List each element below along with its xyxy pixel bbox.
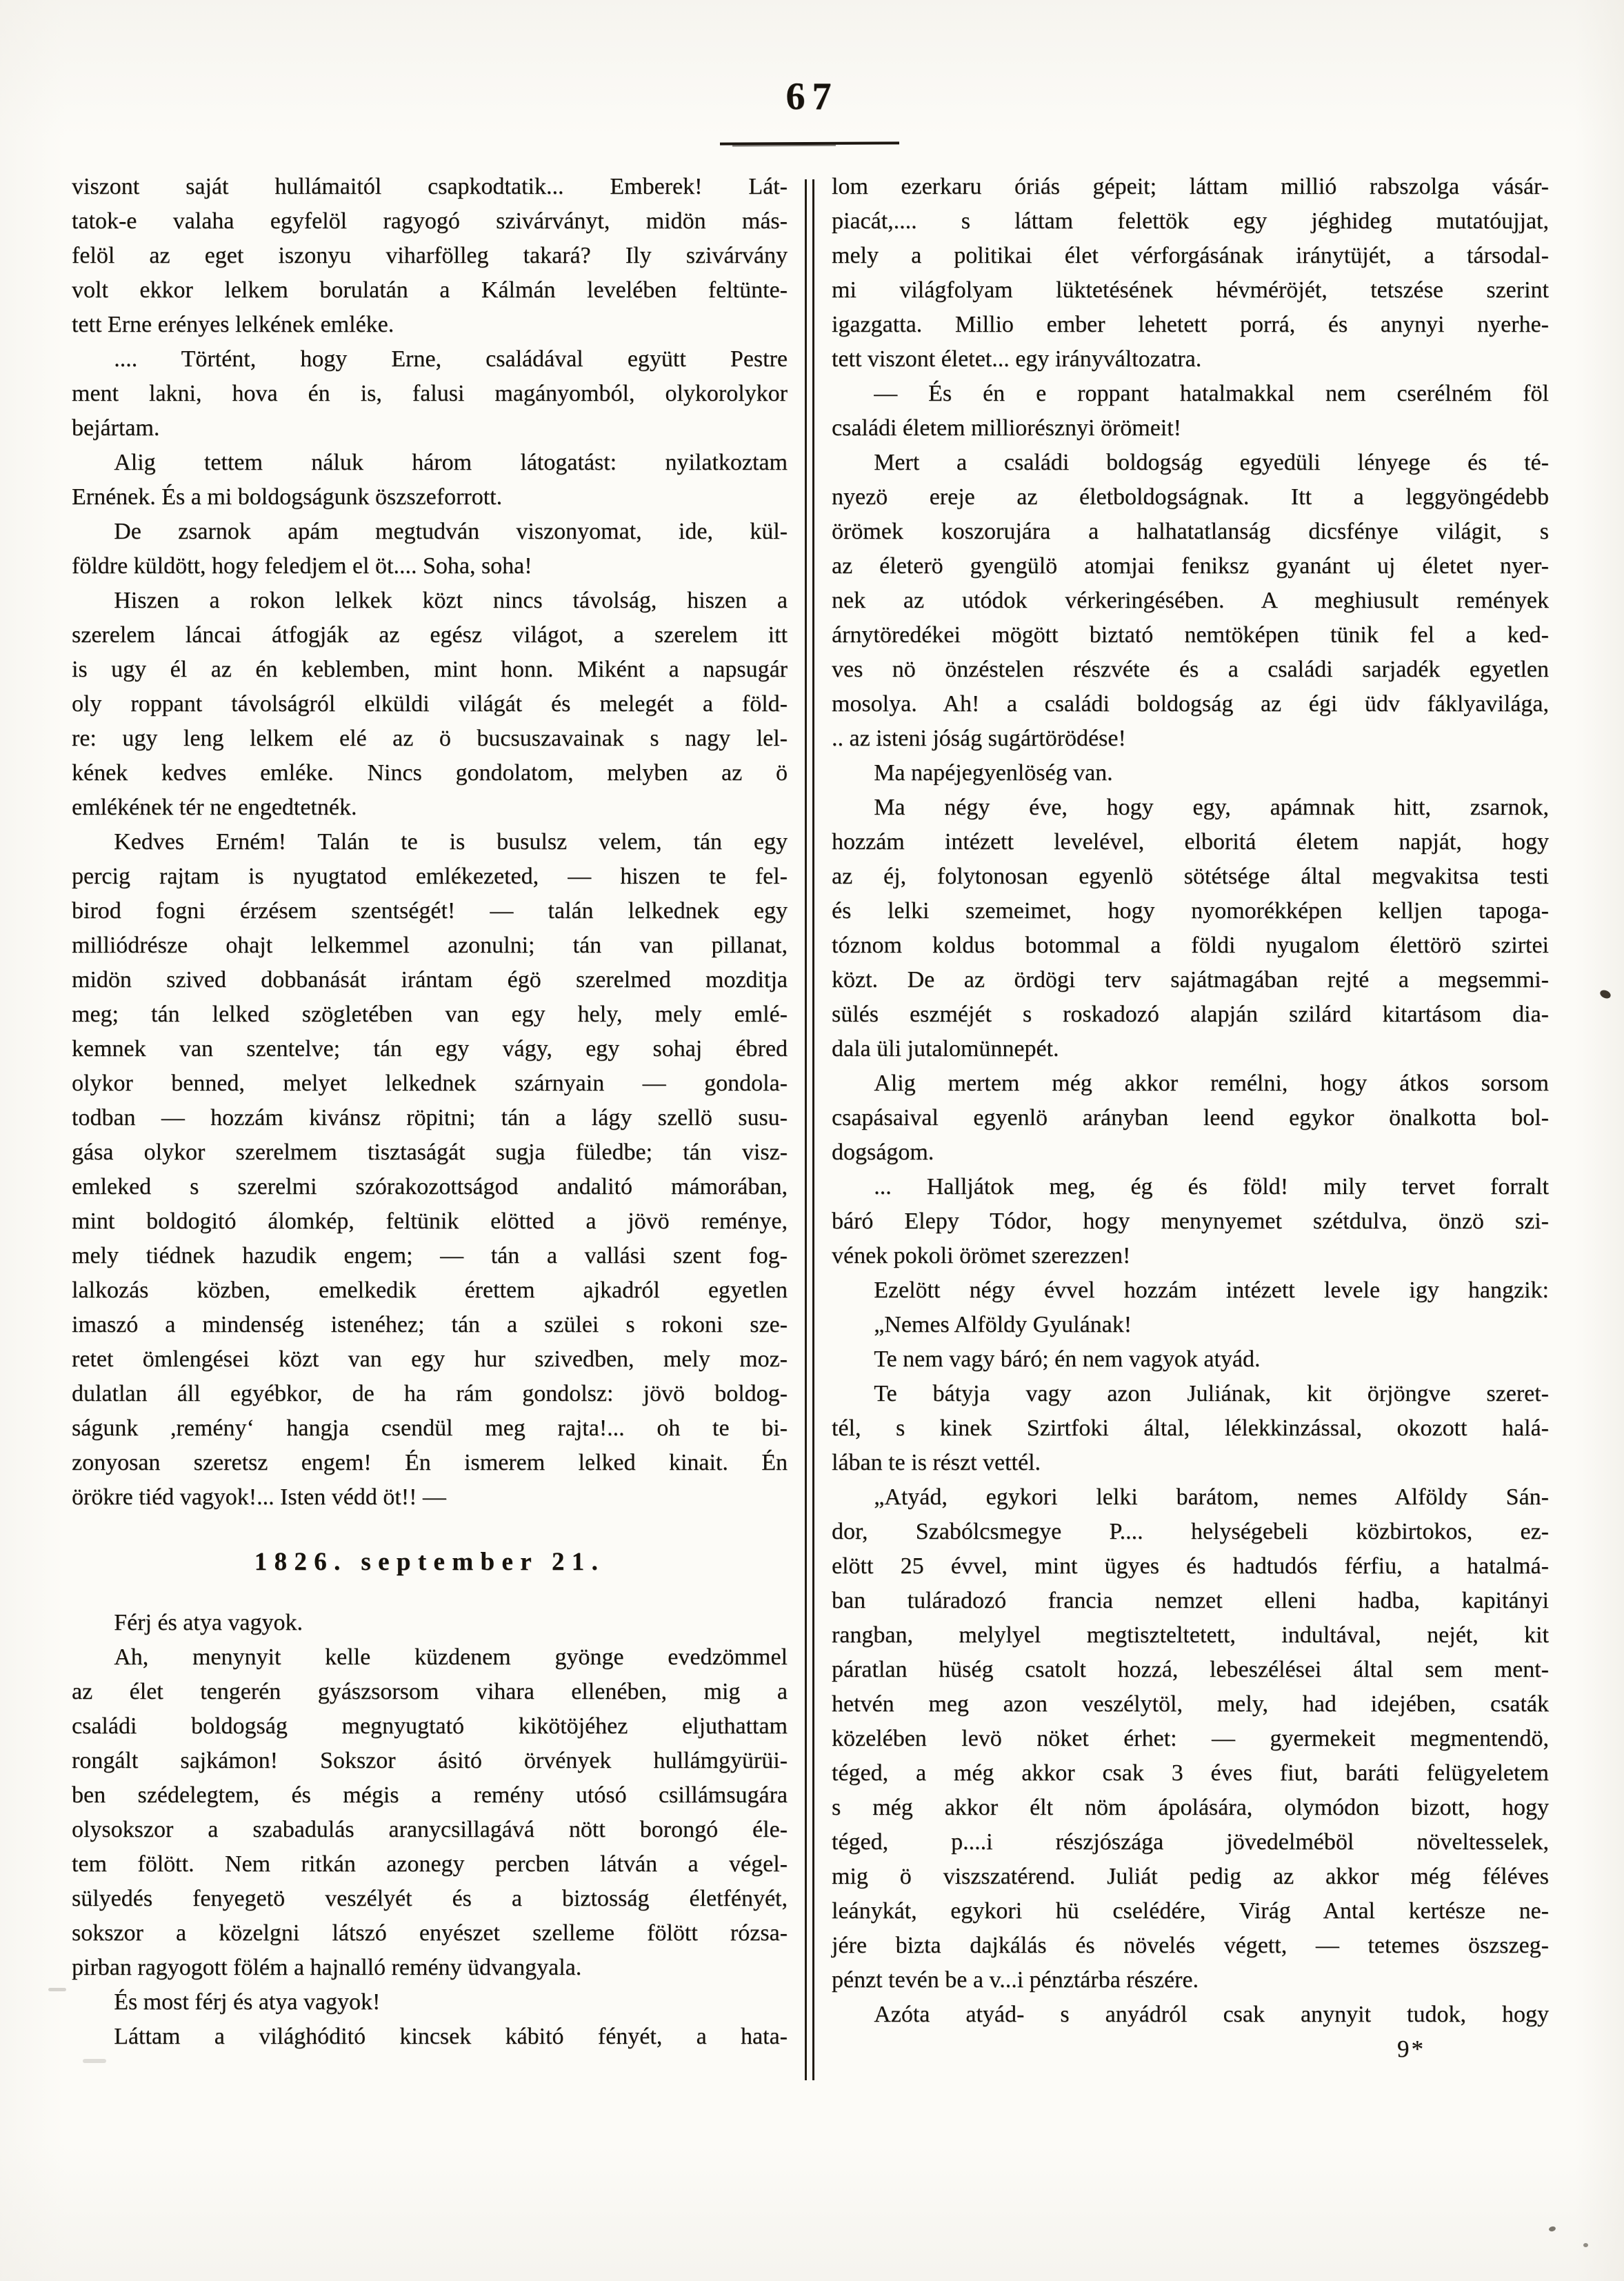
text-line: ben szédelegtem, és mégis a remény utósó csillámsugára — [72, 1782, 788, 1808]
text-line: örömek koszorujára a halhatatlanság dicsfénye világit, s — [832, 519, 1549, 544]
text-line: mely tiédnek hazudik engem; — tán a vallási szent fog- — [72, 1243, 788, 1268]
text-line: jére bizta dajkálás és növelés végett, — tetemes öszszeg- — [832, 1933, 1549, 1958]
text-line: hozzám intézett levelével, elboritá életem napját, hogy — [832, 829, 1549, 855]
text-line: és lelki szemeimet, hogy nyomorékképen kelljen tapoga- — [832, 898, 1549, 924]
ink-smudge — [83, 2059, 106, 2063]
text-line: családi boldogság megnyugtató kikötöjéhez eljuthattam — [72, 1713, 788, 1739]
text-line: mosolya. Ah! a családi boldogság az égi üdv fáklyavilága, — [832, 691, 1549, 717]
text-line: zonyosan szeretsz engem! Én ismerem lelked kinait. Én — [72, 1450, 788, 1475]
text-line: vének pokoli örömet szerezzen! — [832, 1243, 1131, 1268]
text-line: tett viszont életet... egy irányváltozatra. — [832, 346, 1202, 372]
text-line: gása olykor szerelmem tisztaságát sugja füledbe; tán visz- — [72, 1139, 788, 1165]
text-line: rangban, melylyel megtiszteltetett, indultával, nejét, kit — [832, 1622, 1549, 1648]
text-line: dor, Szabólcsmegye P.... helységebeli közbirtokos, ez- — [832, 1519, 1549, 1544]
header-rule — [720, 141, 899, 145]
text-line: az éj, folytonosan egyenlö sötétsége által megvakitsa testi — [832, 864, 1549, 889]
text-line: rongált sajkámon! Sokszor ásitó örvények hullámgyürüi- — [72, 1748, 788, 1773]
text-line: közt. De az ördögi terv sajátmagában rejté a megsemmi- — [832, 967, 1549, 993]
text-line: milliódrésze ohajt lelkemmel azonulni; tán van pillanat, — [72, 933, 788, 958]
text-line: retet ömlengései közt van egy hur szivedben, mely moz- — [72, 1346, 788, 1372]
text-line: És most férj és atya vagyok! — [114, 1989, 381, 2015]
text-line: közelében levö nöket érhet: — gyermekeit megmentendö, — [832, 1726, 1549, 1751]
text-line: szerelem láncai átfogják az egész világot, a szerelem itt — [72, 622, 788, 648]
text-line: pénzt tevén be a v...i pénztárba részére. — [832, 1967, 1199, 1993]
text-line: Hiszen a rokon lelkek közt nincs távolság, hiszen a — [114, 588, 788, 613]
text-line: .. az isteni jóság sugártörödése! — [832, 726, 1126, 751]
text-line: — És én e roppant hatalmakkal nem cserélném föl — [874, 381, 1549, 406]
text-line: Alig tettem náluk három látogatást: nyilatkoztam — [114, 450, 788, 475]
text-line: földre küldött, hogy feledjem el öt.... Soha, soha! — [72, 553, 532, 579]
text-line: olysokszor a szabadulás aranycsillagává nött borongó éle- — [72, 1817, 788, 1842]
text-line: kemnek van szentelve; tán egy vágy, egy sohaj ébred — [72, 1036, 788, 1062]
text-line: báró Elepy Tódor, hogy menynyemet szétdulva, önzö szi- — [832, 1208, 1549, 1234]
text-line: .... Történt, hogy Erne, családával együtt Pestre — [114, 346, 788, 372]
text-line: oly roppant távolságról elküldi világát és melegét a föld- — [72, 691, 788, 717]
text-line: emleked s szerelmi szórakozottságod andalitó mámorában, — [72, 1174, 788, 1199]
text-line: re: ugy leng lelkem elé az ö bucsuszavainak s nagy lel- — [72, 726, 788, 751]
text-line: Azóta atyád- s anyádról csak anynyit tudok, hogy — [874, 2002, 1549, 2027]
text-line: lalkozás közben, emelkedik érettem ajkadról egyetlen — [72, 1277, 788, 1303]
text-line: mint boldogitó álomkép, feltünik elötted a jövö reménye, — [72, 1208, 788, 1234]
text-line: ment lakni, hova én is, falusi magányomból, olykorolykor — [72, 381, 788, 406]
text-line: családi életem milliorésznyi örömeit! — [832, 415, 1181, 441]
text-line: felöl az eget iszonyu viharfölleg takará? Ily szivárvány — [72, 243, 788, 268]
text-line: örökre tiéd vagyok!... Isten védd öt!! — — [72, 1484, 446, 1510]
text-line: „Atyád, egykori lelki barátom, nemes Alföldy Sán- — [874, 1484, 1549, 1510]
text-line: nyezö ereje az életboldogságnak. Itt a leggyöngédebb — [832, 484, 1549, 510]
text-line: tatok-e valaha egyfelöl ragyogó szivárványt, midön más- — [72, 208, 788, 234]
text-line: De zsarnok apám megtudván viszonyomat, ide, kül- — [114, 519, 788, 544]
text-line: mi világfolyam lüktetésének hévméröjét, tetszése szerint — [832, 277, 1549, 303]
text-line: tél, s kinek Szirtfoki által, lélekkinzással, okozott halá- — [832, 1415, 1549, 1441]
text-line: volt ekkor lelkem borulatán a Kálmán levelében feltünte- — [72, 277, 788, 303]
text-line: Ernének. És a mi boldogságunk öszszeforrott. — [72, 484, 503, 510]
text-line: dulatlan áll egyébkor, de ha rám gondolsz: jövö boldog- — [72, 1381, 788, 1406]
text-line: igazgatta. Millio ember lehetett porrá, és anynyi nyerhe- — [832, 312, 1549, 337]
text-line: ban tuláradozó francia nemzet elleni hadba, kapitányi — [832, 1588, 1549, 1613]
text-line: tem fölött. Nem ritkán azonegy percben látván a végel- — [72, 1851, 788, 1877]
text-line: téged, p....i részjószága jövedelméböl növeltesselek, — [832, 1829, 1549, 1855]
text-line: árnytöredékei mögött biztató nemtöképen tünik fel a ked- — [832, 622, 1549, 648]
text-line: az életerö gyengülö atomjai feniksz gyanánt uj életet nyer- — [832, 553, 1549, 579]
text-line: is ugy él az én keblemben, mint honn. Miként a napsugár — [72, 657, 788, 682]
text-line: pirban ragyogott fölém a hajnalló remény üdvangyala. — [72, 1955, 582, 1980]
text-line: Mert a családi boldogság egyedüli lényege és té- — [874, 450, 1549, 475]
text-line: midön szived dobbanását irántam égö szerelmed mozditja — [72, 967, 788, 993]
column-left — [72, 170, 788, 2054]
column-right — [832, 170, 1549, 2066]
ink-speck — [1548, 2226, 1556, 2232]
text-line: bejártam. — [72, 415, 160, 441]
text-line: s még akkor élt nöm ápolására, olymódon bizott, hogy — [832, 1795, 1549, 1820]
ink-speck — [1598, 988, 1612, 1000]
text-line: Láttam a világhóditó kincsek kábitó fényét, a hata- — [114, 2024, 788, 2049]
text-line: elött 25 évvel, mint ügyes és hadtudós férfiu, a hatalmá- — [832, 1553, 1549, 1579]
text-line: leánykát, egykori hü cselédére, Virág Antal kertésze ne- — [832, 1898, 1549, 1924]
column-divider-rule — [805, 179, 814, 2080]
text-line: piacát,.... s láttam felettök egy jéghideg mutatóujjat, — [832, 208, 1549, 234]
ink-smudge — [48, 1988, 66, 1991]
text-line: csapásaival egyenlö arányban leend egykor önalkotta bol- — [832, 1105, 1549, 1130]
signature-mark: 9* — [1397, 2035, 1425, 2062]
text-line: tett Erne erényes lelkének emléke. — [72, 312, 394, 337]
text-line: mig ö viszszatérend. Juliát pedig az akkor még féléves — [832, 1864, 1549, 1889]
text-line: „Nemes Alföldy Gyulának! — [874, 1312, 1132, 1337]
text-line: Te nem vagy báró; én nem vagyok atyád. — [874, 1346, 1261, 1372]
text-line: viszont saját hullámaitól csapkodtatik... Emberek! Lát- — [72, 174, 788, 199]
text-line: dogságom. — [832, 1139, 934, 1165]
text-line: lában te is részt vettél. — [832, 1450, 1041, 1475]
page-number: 67 — [785, 75, 839, 118]
text-line: lom ezerkaru óriás gépeit; láttam millió rabszolga vásár- — [832, 174, 1549, 199]
text-line: ... Halljátok meg, ég és föld! mily tervet forralt — [874, 1174, 1549, 1199]
text-line: nek az utódok vérkeringésében. A meghiusult remények — [832, 588, 1549, 613]
ink-speck — [1583, 2243, 1588, 2247]
text-line: páratlan hüség csatolt hozzá, lebeszélései által sem ment- — [832, 1657, 1549, 1682]
text-line: dala üli jutalomünnepét. — [832, 1036, 1059, 1062]
text-line: sülés eszméjét s roskadozó alapján szilárd kitartásom dia- — [832, 1002, 1549, 1027]
text-line: olykor benned, melyet lelkednek szárnyain — gondola- — [72, 1070, 788, 1096]
text-line: sülyedés fenyegetö veszélyét és a biztosság életfényét, — [72, 1886, 788, 1911]
text-line: Ma napéjegyenlöség van. — [874, 760, 1113, 786]
text-line: emlékének tér ne engedtetnék. — [72, 795, 357, 820]
text-line: Kedves Erném! Talán te is busulsz velem, tán egy — [114, 829, 788, 855]
text-line: Te bátyja vagy azon Juliának, kit örjöngve szeret- — [874, 1381, 1549, 1406]
text-line: téged, a még akkor csak 3 éves fiut, baráti felügyeletem — [832, 1760, 1549, 1786]
text-line: Ah, menynyit kelle küzdenem gyönge evedzömmel — [114, 1644, 788, 1670]
text-line: hetvén meg azon veszélytöl, mely, had idejében, csaták — [832, 1691, 1549, 1717]
text-line: Férj és atya vagyok. — [114, 1610, 303, 1635]
text-line: percig rajtam is nyugtatod emlékezeted, — hiszen te fel- — [72, 864, 788, 889]
text-line: Alig mertem még akkor remélni, hogy átkos sorsom — [874, 1070, 1549, 1096]
text-line: sokszor a közelgni látszó enyészet szelleme fölött rózsa- — [72, 1920, 788, 1946]
text-line: meg; tán lelked szögletében van egy hely, mely emlé- — [72, 1002, 788, 1027]
text-line: mely a politikai élet vérforgásának iránytüjét, a társodal- — [832, 243, 1549, 268]
text-line: tóznom koldus botommal a földi nyugalom élettörö szirtei — [832, 933, 1549, 958]
text-line: ves nö önzéstelen részvéte és a családi sarjadék egyetlen — [832, 657, 1549, 682]
text-line: ságunk ,remény‘ hangja csendül meg rajta!... oh te bi- — [72, 1415, 788, 1441]
section-heading: 1826. september 21. — [254, 1548, 605, 1576]
text-line: todban — hozzám kivánsz röpitni; tán a lágy szellö susu- — [72, 1105, 788, 1130]
text-line: Ezelött négy évvel hozzám intézett levele igy hangzik: — [874, 1277, 1549, 1303]
text-line: Ma négy éve, hogy egy, apámnak hitt, zsarnok, — [874, 795, 1549, 820]
text-line: birod fogni érzésem szentségét! — talán lelkednek egy — [72, 898, 788, 924]
text-line: kének kedves emléke. Nincs gondolatom, melyben az ö — [72, 760, 788, 786]
text-line: imaszó a mindenség istenéhez; tán a szülei s rokoni sze- — [72, 1312, 788, 1337]
text-line: az élet tengerén gyászsorsom vihara ellenében, mig a — [72, 1679, 788, 1704]
